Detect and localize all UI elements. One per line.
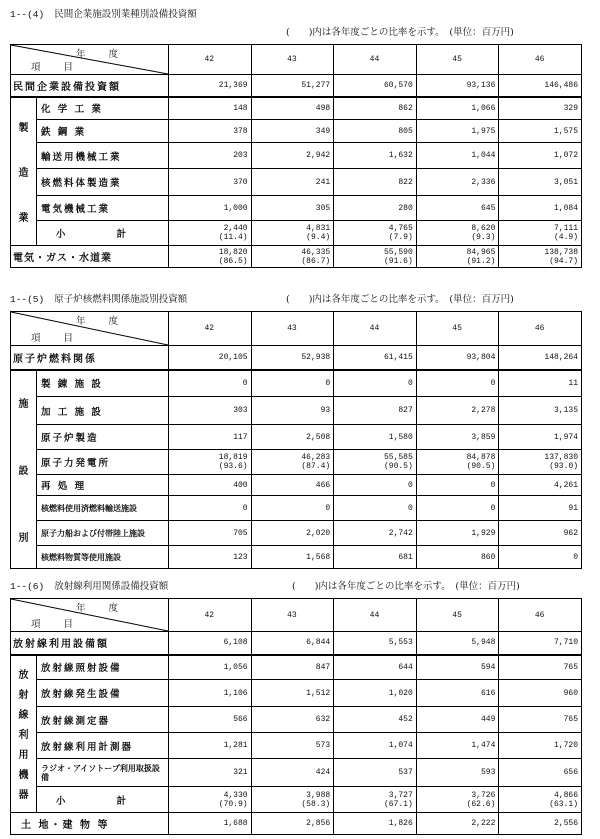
- category-manufacturing: [11, 97, 37, 246]
- row-label: 放射線発生設備: [37, 680, 169, 707]
- cell-value: 51,277: [251, 75, 334, 97]
- year-header: 44: [334, 45, 417, 75]
- cell-value: 3,727 (67.1): [334, 787, 417, 813]
- cell-value: 4,765 (7.9): [334, 221, 417, 246]
- cell-value: 1,512: [251, 680, 334, 707]
- cell-value: 862: [334, 97, 417, 120]
- cell-value: 5,948: [416, 632, 499, 655]
- table-row-total: [11, 346, 582, 370]
- cell-value: 805: [334, 120, 417, 143]
- cell-value: 822: [334, 169, 417, 196]
- cell-value: 400: [169, 475, 252, 496]
- row-label: 化 学 工 業: [37, 97, 169, 120]
- cell-value: 2,336: [416, 169, 499, 196]
- cell-value: 4,261: [499, 475, 582, 496]
- cell-value: 705: [169, 521, 252, 546]
- table-row: [11, 120, 582, 143]
- cell-value: 466: [251, 475, 334, 496]
- header-corner: [11, 312, 169, 346]
- cell-value: 84,965 (91.2): [416, 246, 499, 268]
- table-row: [11, 196, 582, 221]
- cell-value: 0: [169, 496, 252, 521]
- cell-value: 46,335 (86.7): [251, 246, 334, 268]
- cell-value: 321: [169, 759, 252, 787]
- row-label: 電気機械工業: [37, 196, 169, 221]
- row-label: 再 処 理: [37, 475, 169, 496]
- category-char: 別: [18, 532, 29, 544]
- table-row: [11, 143, 582, 169]
- cell-value: 305: [251, 196, 334, 221]
- cell-value: 4,330 (70.9): [169, 787, 252, 813]
- cell-value: 0: [416, 496, 499, 521]
- table-row: [11, 169, 582, 196]
- cell-value: 378: [169, 120, 252, 143]
- cell-value: 765: [499, 707, 582, 733]
- cell-value: 61,415: [334, 346, 417, 370]
- section-note-3: ( )内は各年度ごとの比率を示す。 (単位：百万円): [292, 581, 520, 592]
- cell-value: 449: [416, 707, 499, 733]
- cell-value: 0: [251, 370, 334, 397]
- cell-value: 203: [169, 143, 252, 169]
- category-char: 用: [18, 750, 29, 762]
- category-radiation-equipment: [11, 655, 37, 813]
- category-char: 造: [18, 167, 29, 179]
- header-corner: [11, 45, 169, 75]
- header-item-label: 項 目: [31, 62, 84, 73]
- section-note-2: ( )内は各年度ごとの比率を示す。 (単位：百万円): [286, 294, 514, 305]
- cell-value: 2,942: [251, 143, 334, 169]
- header-year-label: 年 度: [75, 49, 128, 60]
- cell-value: 8,620 (9.3): [416, 221, 499, 246]
- cell-value: 765: [499, 655, 582, 680]
- cell-value: 1,084: [499, 196, 582, 221]
- cell-value: 4,866 (63.1): [499, 787, 582, 813]
- cell-value: 4,831 (9.4): [251, 221, 334, 246]
- cell-value: 1,066: [416, 97, 499, 120]
- cell-value: 960: [499, 680, 582, 707]
- table-row-subtotal: [11, 787, 582, 813]
- row-label: 電気・ガス・水道業: [11, 246, 169, 268]
- cell-value: 3,135: [499, 397, 582, 425]
- cell-value: 2,556: [499, 813, 582, 835]
- cell-value: 18,820 (86.5): [169, 246, 252, 268]
- cell-value: 7,710: [499, 632, 582, 655]
- cell-value: 11: [499, 370, 582, 397]
- cell-value: 1,974: [499, 425, 582, 450]
- table-row: [11, 425, 582, 450]
- year-header: 43: [251, 312, 334, 346]
- row-label: 製 錬 施 設: [37, 370, 169, 397]
- cell-value: 3,726 (62.6): [416, 787, 499, 813]
- row-label: 原子力船および付帯陸上施設: [37, 521, 169, 546]
- year-header: 46: [499, 45, 582, 75]
- cell-value: 241: [251, 169, 334, 196]
- cell-value: 329: [499, 97, 582, 120]
- cell-value: 55,585 (90.5): [334, 450, 417, 475]
- cell-value: 137,830 (93.0): [499, 450, 582, 475]
- row-label: 原子力発電所: [37, 450, 169, 475]
- cell-value: 46,283 (87.4): [251, 450, 334, 475]
- category-char: 利: [18, 730, 29, 742]
- header-year-label: 年 度: [75, 316, 128, 327]
- section-note-1: ( )内は各年度ごとの比率を示す。 (単位：百万円): [286, 27, 514, 38]
- cell-value: 52,938: [251, 346, 334, 370]
- row-label: 原子炉製造: [37, 425, 169, 450]
- cell-value: 93,804: [416, 346, 499, 370]
- cell-value: 1,975: [416, 120, 499, 143]
- year-header: 45: [416, 45, 499, 75]
- section-title-2: [10, 291, 187, 305]
- cell-value: 573: [251, 733, 334, 759]
- row-label: 輸送用機械工業: [37, 143, 169, 169]
- year-header: 45: [416, 312, 499, 346]
- category-char: 製: [18, 122, 29, 134]
- cell-value: 93,136: [416, 75, 499, 97]
- cell-value: 1,720: [499, 733, 582, 759]
- cell-value: 2,856: [251, 813, 334, 835]
- table-nuclear-fuel-investment: [10, 311, 582, 569]
- year-header: 42: [169, 312, 252, 346]
- year-header: 44: [334, 312, 417, 346]
- cell-value: 632: [251, 707, 334, 733]
- cell-value: 1,106: [169, 680, 252, 707]
- cell-value: 146,486: [499, 75, 582, 97]
- row-label: 鉄 鋼 業: [37, 120, 169, 143]
- cell-value: 2,508: [251, 425, 334, 450]
- row-label: 核燃料体製造業: [37, 169, 169, 196]
- year-header: 43: [251, 599, 334, 632]
- cell-value: 60,570: [334, 75, 417, 97]
- cell-value: 1,826: [334, 813, 417, 835]
- table-row: [11, 450, 582, 475]
- cell-value: 5,553: [334, 632, 417, 655]
- cell-value: 1,281: [169, 733, 252, 759]
- cell-value: 0: [251, 496, 334, 521]
- category-char: 設: [18, 465, 29, 477]
- table-row: [11, 370, 582, 397]
- table-row-land: [11, 813, 582, 835]
- table-row: [11, 733, 582, 759]
- cell-value: 123: [169, 546, 252, 569]
- row-label: 民間企業設備投資額: [11, 75, 169, 97]
- cell-value: 1,044: [416, 143, 499, 169]
- cell-value: 2,020: [251, 521, 334, 546]
- row-label: 小 計: [37, 221, 169, 246]
- cell-value: 2,222: [416, 813, 499, 835]
- cell-value: 7,111 (4.9): [499, 221, 582, 246]
- cell-value: 349: [251, 120, 334, 143]
- cell-value: 1,568: [251, 546, 334, 569]
- category-char: 射: [18, 690, 29, 702]
- table-row: [11, 521, 582, 546]
- table-private-investment: [10, 44, 582, 268]
- cell-value: 138,738 (94.7): [499, 246, 582, 268]
- cell-value: 0: [416, 370, 499, 397]
- cell-value: 55,590 (91.6): [334, 246, 417, 268]
- cell-value: 18,819 (93.6): [169, 450, 252, 475]
- cell-value: 303: [169, 397, 252, 425]
- table-row: [11, 397, 582, 425]
- cell-value: 1,474: [416, 733, 499, 759]
- header-year-label: 年 度: [75, 603, 128, 614]
- cell-value: 6,108: [169, 632, 252, 655]
- cell-value: 1,580: [334, 425, 417, 450]
- table-row: [11, 759, 582, 787]
- cell-value: 2,742: [334, 521, 417, 546]
- category-char: 業: [18, 212, 29, 224]
- cell-value: 280: [334, 196, 417, 221]
- table-row: [11, 546, 582, 569]
- cell-value: 962: [499, 521, 582, 546]
- cell-value: 1,575: [499, 120, 582, 143]
- row-label: 核燃料使用済燃料輸送施設: [37, 496, 169, 521]
- section-title-text: 民間企業施設別業種別設備投資額: [54, 9, 197, 20]
- cell-value: 1,056: [169, 655, 252, 680]
- row-label: 放射線利用設備額: [11, 632, 169, 655]
- category-char: 線: [18, 710, 29, 722]
- cell-value: 93: [251, 397, 334, 425]
- header-corner: [11, 599, 169, 632]
- cell-value: 2,440 (11.4): [169, 221, 252, 246]
- cell-value: 117: [169, 425, 252, 450]
- section-title-3: [10, 578, 168, 592]
- cell-value: 1,688: [169, 813, 252, 835]
- year-header: 46: [499, 599, 582, 632]
- row-label: 加 工 施 設: [37, 397, 169, 425]
- row-label: ラジオ・アイソトープ利用取扱設備: [37, 759, 169, 787]
- table-row-total: [11, 75, 582, 97]
- table-row: [11, 707, 582, 733]
- cell-value: 452: [334, 707, 417, 733]
- cell-value: 84,878 (90.5): [416, 450, 499, 475]
- cell-value: 1,072: [499, 143, 582, 169]
- cell-value: 3,988 (58.3): [251, 787, 334, 813]
- table-row: [11, 97, 582, 120]
- row-label: 放射線測定器: [37, 707, 169, 733]
- cell-value: 21,369: [169, 75, 252, 97]
- section-number: 1--(4): [10, 9, 45, 20]
- cell-value: 148: [169, 97, 252, 120]
- cell-value: 1,074: [334, 733, 417, 759]
- cell-value: 644: [334, 655, 417, 680]
- cell-value: 656: [499, 759, 582, 787]
- section-title-text: 原子炉核燃料関係施設別投資額: [54, 294, 188, 305]
- cell-value: 1,929: [416, 521, 499, 546]
- cell-value: 0: [334, 370, 417, 397]
- cell-value: 3,859: [416, 425, 499, 450]
- cell-value: 3,051: [499, 169, 582, 196]
- cell-value: 616: [416, 680, 499, 707]
- cell-value: 593: [416, 759, 499, 787]
- year-header: 42: [169, 599, 252, 632]
- cell-value: 0: [334, 496, 417, 521]
- table-row: [11, 680, 582, 707]
- row-label: 核燃料物質等使用施設: [37, 546, 169, 569]
- cell-value: 0: [169, 370, 252, 397]
- year-header: 43: [251, 45, 334, 75]
- cell-value: 566: [169, 707, 252, 733]
- cell-value: 0: [416, 475, 499, 496]
- year-header: 44: [334, 599, 417, 632]
- category-char: 機: [18, 770, 29, 782]
- section-title-text: 放射線利用関係設備投資額: [54, 581, 169, 592]
- cell-value: 6,844: [251, 632, 334, 655]
- cell-value: 847: [251, 655, 334, 680]
- cell-value: 1,000: [169, 196, 252, 221]
- row-label: 土 地・建 物 等: [11, 813, 169, 835]
- year-header: 45: [416, 599, 499, 632]
- cell-value: 0: [499, 546, 582, 569]
- table-row-utility: [11, 246, 582, 268]
- table-row: [11, 496, 582, 521]
- category-char: 施: [18, 398, 29, 410]
- row-label: 原子炉燃料関係: [11, 346, 169, 370]
- cell-value: 645: [416, 196, 499, 221]
- cell-value: 370: [169, 169, 252, 196]
- row-label: 放射線照射設備: [37, 655, 169, 680]
- table-radiation-investment: [10, 598, 582, 835]
- section-number: 1--(6): [10, 581, 45, 592]
- table-row-total: [11, 632, 582, 655]
- cell-value: 0: [334, 475, 417, 496]
- year-header: 42: [169, 45, 252, 75]
- year-header: 46: [499, 312, 582, 346]
- cell-value: 20,105: [169, 346, 252, 370]
- cell-value: 860: [416, 546, 499, 569]
- row-label: 小 計: [37, 787, 169, 813]
- header-item-label: 項 目: [31, 619, 84, 630]
- cell-value: 1,632: [334, 143, 417, 169]
- cell-value: 594: [416, 655, 499, 680]
- table-row: [11, 475, 582, 496]
- section-title-1: [10, 6, 197, 20]
- row-label: 放射線利用計測器: [37, 733, 169, 759]
- cell-value: 2,278: [416, 397, 499, 425]
- cell-value: 148,264: [499, 346, 582, 370]
- cell-value: 1,020: [334, 680, 417, 707]
- table-row: [11, 655, 582, 680]
- cell-value: 424: [251, 759, 334, 787]
- category-char: 放: [18, 670, 29, 682]
- cell-value: 827: [334, 397, 417, 425]
- cell-value: 681: [334, 546, 417, 569]
- section-number: 1--(5): [10, 294, 45, 305]
- cell-value: 91: [499, 496, 582, 521]
- table-row-subtotal: [11, 221, 582, 246]
- cell-value: 498: [251, 97, 334, 120]
- header-item-label: 項 目: [31, 333, 84, 344]
- category-char: 器: [18, 790, 29, 802]
- category-facility: [11, 370, 37, 569]
- cell-value: 537: [334, 759, 417, 787]
